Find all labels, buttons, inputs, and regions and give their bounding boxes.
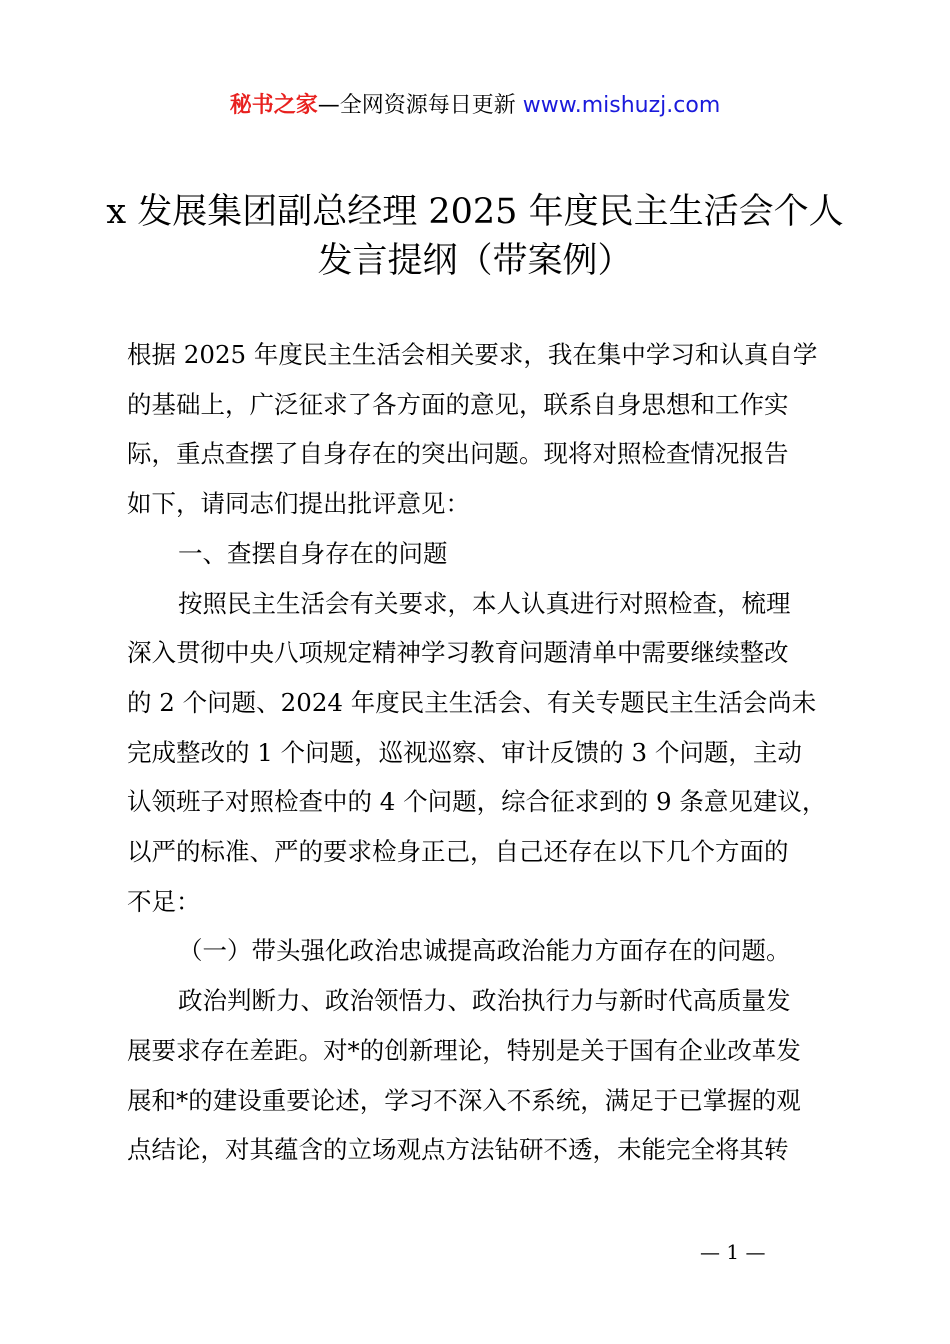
body-line: 不足： bbox=[127, 886, 201, 916]
document-title-line-2: 发言提纲（带案例） bbox=[317, 241, 633, 281]
body-line: 以严的标准、严的要求检身正己，自己还存在以下几个方面的 bbox=[127, 837, 789, 866]
page-number: — 1 — bbox=[700, 1240, 766, 1264]
body-line: 展要求存在差距。对*的创新理论，特别是关于国有企业改革发 bbox=[127, 1035, 801, 1065]
body-line: 如下，请同志们提出批评意见： bbox=[127, 489, 470, 519]
body-line: （一）带头强化政治忠诚提高政治能力方面存在的问题。 bbox=[178, 936, 791, 966]
body-line: 的 2 个问题、2024 年度民主生活会、有关专题民主生活会尚未 bbox=[127, 687, 817, 717]
body-line: 一、查摆自身存在的问题 bbox=[178, 538, 448, 568]
body-line: 认领班子对照检查中的 4 个问题，综合征求到的 9 条意见建议， bbox=[127, 787, 827, 817]
site-url-link[interactable]: www.mishuzj.com bbox=[522, 93, 721, 118]
body-line: 展和*的建设重要论述，学习不深入不系统，满足于已掌握的观 bbox=[127, 1085, 801, 1115]
body-line: 深入贯彻中央八项规定精神学习教育问题清单中需要继续整改 bbox=[127, 638, 789, 668]
body-line: 按照民主生活会有关要求，本人认真进行对照检查，梳理 bbox=[178, 588, 791, 618]
tagline: —全网资源每日更新 bbox=[317, 93, 523, 118]
body-line: 点结论，对其蕴含的立场观点方法钻研不透，未能完全将其转 bbox=[127, 1135, 789, 1165]
body-line: 根据 2025 年度民主生活会相关要求，我在集中学习和认真自学 bbox=[127, 340, 818, 369]
site-header bbox=[0, 88, 950, 119]
body-line: 的基础上，广泛征求了各方面的意见，联系自身思想和工作实 bbox=[127, 389, 789, 419]
document-title-line-1: x 发展集团副总经理 2025 年度民主生活会个人 bbox=[106, 192, 844, 232]
body-line: 完成整改的 1 个问题，巡视巡察、审计反馈的 3 个问题，主动 bbox=[127, 737, 802, 767]
body-line: 际，重点查摆了自身存在的突出问题。现将对照检查情况报告 bbox=[127, 439, 789, 469]
brand-name: 秘书之家 bbox=[229, 93, 318, 118]
body-line: 政治判断力、政治领悟力、政治执行力与新时代高质量发 bbox=[178, 986, 791, 1016]
